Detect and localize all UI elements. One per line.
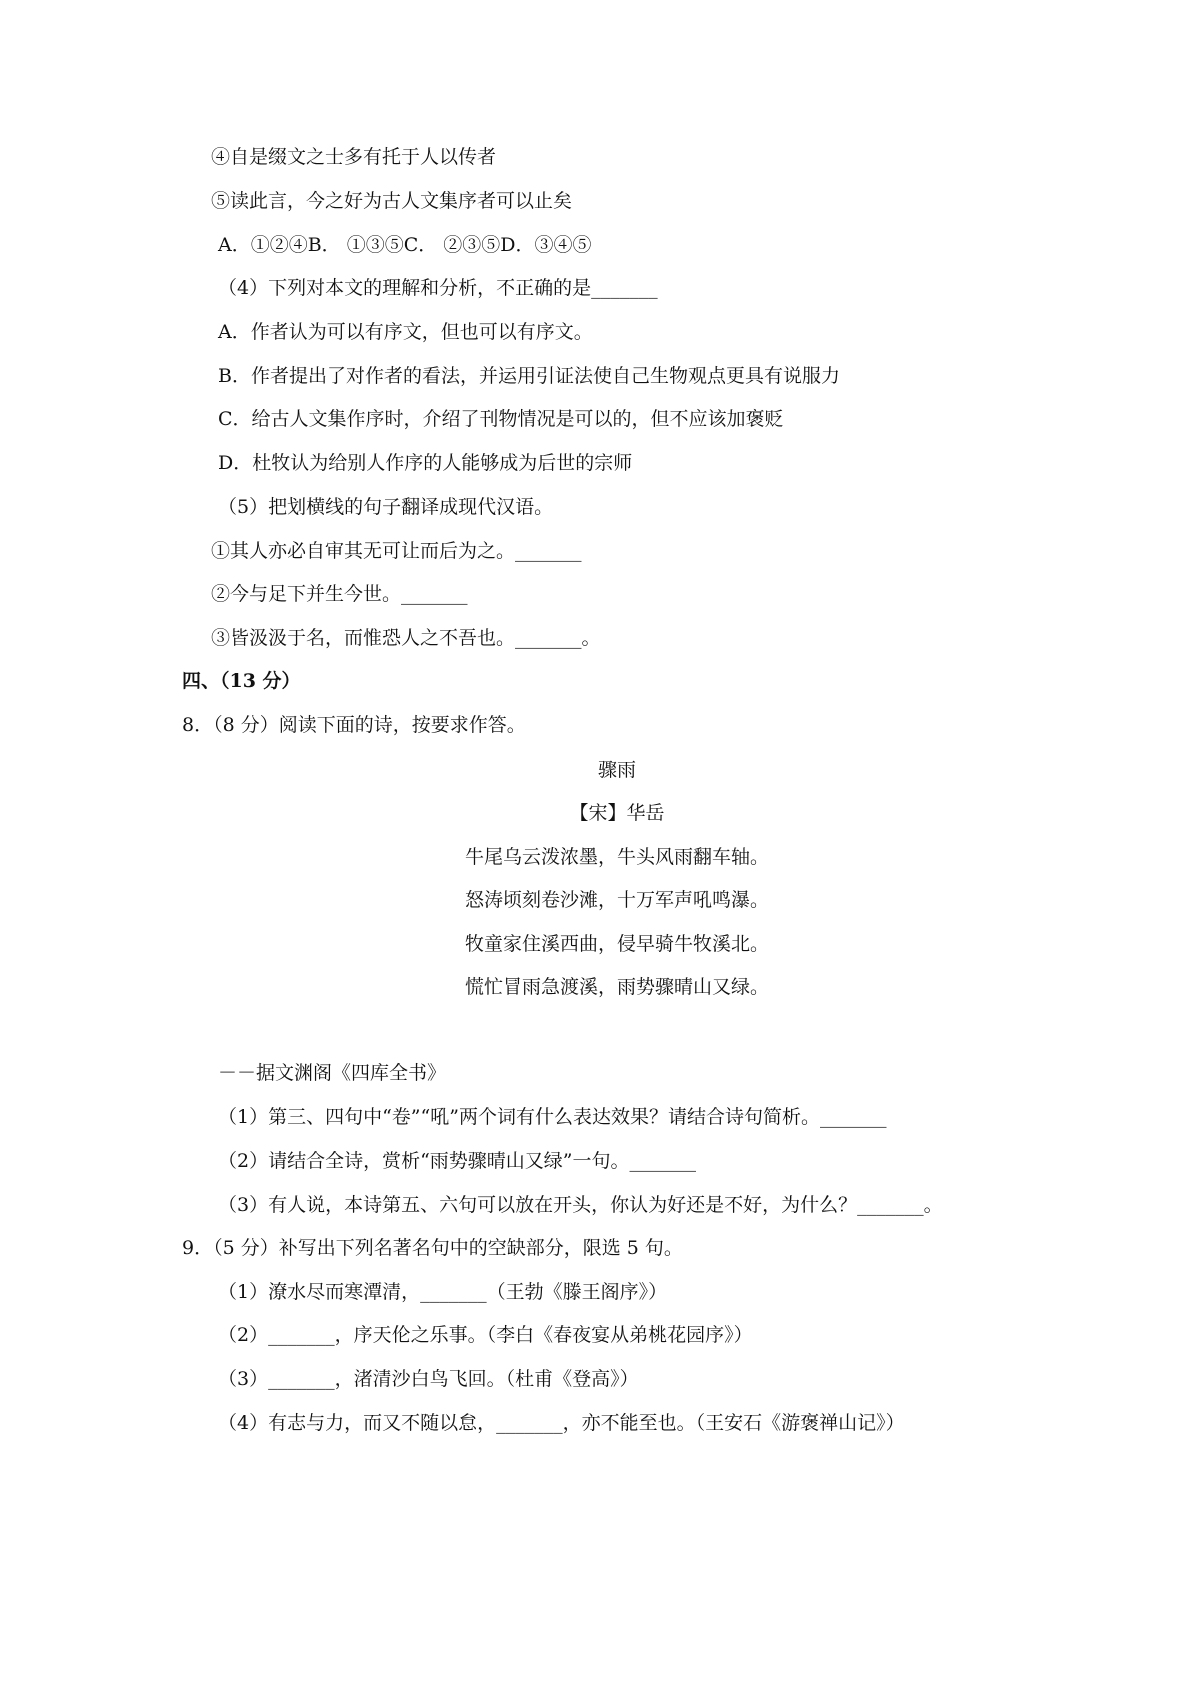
q9-stem: 9．（5 分）补写出下列名著名句中的空缺部分，限选 5 句。 [182, 1237, 683, 1259]
q5-item-3: ③皆汲汲于名，而惟恐人之不吾也。_______。 [211, 627, 601, 649]
q4-option-c: C．给古人文集作序时，介绍了刊物情况是可以的，但不应该加褒贬 [218, 408, 784, 430]
poem-title: 骤雨 [597, 759, 636, 781]
q5-item-2: ②今与足下并生今世。_______ [211, 583, 468, 605]
q8-stem: 8．（8 分）阅读下面的诗，按要求作答。 [182, 714, 526, 736]
q9-item-1: （1）潦水尽而寒潭清，_______（王勃《滕王阁序》） [218, 1281, 668, 1303]
q4-stem: （4）下列对本文的理解和分析，不正确的是_______ [218, 277, 658, 299]
q4-option-d: D．杜牧认为给别人作序的人能够成为后世的宗师 [218, 452, 633, 474]
poem-line-1: 牛尾乌云泼浓墨，牛头风雨翻车轴。 [464, 846, 769, 868]
q5-stem: （5）把划横线的句子翻译成现代汉语。 [218, 496, 554, 518]
q4-option-a: A．作者认为可以有序文，但也可以有序文。 [218, 321, 593, 343]
q8-item-2: （2）请结合全诗，赏析“雨势骤晴山又绿”一句。_______ [218, 1150, 697, 1172]
section-heading: 四、（13 分） [182, 670, 301, 692]
poem-line-3: 牧童家住溪西曲，侵早骑牛牧溪北。 [464, 933, 769, 955]
q9-item-3: （3）_______，渚清沙白鸟飞回。（杜甫《登高》） [218, 1368, 639, 1390]
q9-item-2: （2）_______，序天伦之乐事。（李白《春夜宴从弟桃花园序》） [218, 1324, 753, 1346]
q3-options: A．①②④B． ①③⑤C． ②③⑤D．③④⑤ [218, 234, 592, 256]
q3-item-5: ⑤读此言，今之好为古人文集序者可以止矣 [211, 190, 573, 212]
q8-item-3: （3）有人说，本诗第五、六句可以放在开头，你认为好还是不好，为什么？_______。 [218, 1194, 943, 1216]
q8-item-1: （1）第三、四句中“卷”“吼”两个词有什么表达效果？请结合诗句简析。_______ [218, 1106, 887, 1128]
q3-item-4: ④自是缀文之士多有托于人以传者 [211, 146, 497, 168]
q4-option-b: B．作者提出了对作者的看法，并运用引证法使自己生物观点更具有说服力 [218, 365, 840, 387]
q9-item-4: （4）有志与力，而又不随以怠，_______，亦不能至也。（王安石《游褒禅山记》） [218, 1412, 905, 1434]
poem-author: 【宋】华岳 [569, 802, 665, 824]
q5-item-1: ①其人亦必自审其无可让而后为之。_______ [211, 540, 582, 562]
poem-line-2: 怒涛顷刻卷沙滩，十万军声吼鸣瀑。 [464, 889, 769, 911]
poem-source: －－据文渊阁《四库全书》 [218, 1062, 447, 1084]
poem-line-4: 慌忙冒雨急渡溪，雨势骤晴山又绿。 [464, 976, 769, 998]
